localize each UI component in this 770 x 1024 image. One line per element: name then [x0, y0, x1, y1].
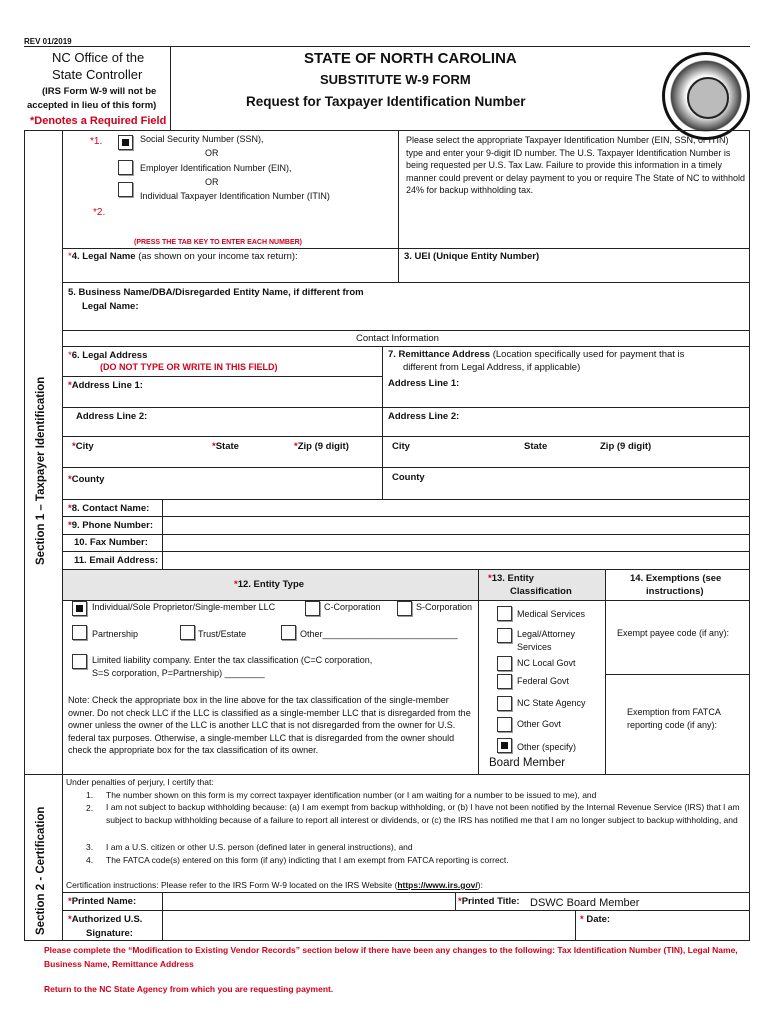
ein-checkbox[interactable] [118, 160, 133, 175]
s-corp-checkbox[interactable] [397, 601, 412, 616]
legal-attorney-checkbox[interactable] [497, 628, 512, 643]
nc-local-govt-label: NC Local Govt [517, 658, 576, 668]
printed-title-value[interactable]: DSWC Board Member [530, 897, 640, 909]
llc-checkbox[interactable] [72, 654, 87, 669]
remit-county-label: County [392, 472, 425, 483]
irs-link[interactable]: https://www.irs.gov/ [397, 880, 478, 890]
contact-name-label: *8. Contact Name: [68, 503, 150, 514]
cert-item-number: 4. [86, 855, 94, 865]
llc-label: Limited liability company. Enter the tax classification (C=C corporation, [92, 655, 373, 665]
ein-label: Employer Identification Number (EIN), [140, 163, 292, 173]
c-corp-checkbox[interactable] [305, 601, 320, 616]
item2-label: *2. [93, 207, 106, 218]
other-specify-value[interactable]: Board Member [489, 757, 566, 769]
signature-label: *Authorized U.S. [68, 914, 143, 925]
entity-note: Note: Check the appropriate box in the line above for the tax classification of the single-member owner. Do not check LLC if the LLC is classified as a single-member LLC that is disregarded from the owner unless the owner of the LLC is another LLC that is not disregarded from the owner for U.S. federal tax purposes. Otherwise, a single-member LLC that is disregarded from the owner should check the appropriate box for the tax classification of its owner. [68, 695, 471, 755]
date-label: * Date: [580, 914, 611, 925]
nc-local-govt-checkbox[interactable] [497, 656, 512, 671]
nc-state-agency-label: NC State Agency [517, 698, 586, 708]
legal-state-label: *State [212, 441, 239, 452]
printed-name-label: *Printed Name: [68, 896, 137, 907]
s-corp-label: S-Corporation [416, 602, 473, 612]
form-title-state: STATE OF NORTH CAROLINA [304, 50, 517, 67]
business-name-label: 5. Business Name/DBA/Disregarded Entity Name, if different from [68, 287, 364, 298]
remittance-address-note: different from Legal Address, if applicable) [403, 362, 581, 373]
cert-item-text: The number shown on this form is my correct taxpayer identification number (or I am waiting for a number to be issued to me), and [106, 790, 597, 800]
section1-label: Section 1 – Taxpayer Identification [35, 376, 47, 565]
medical-services-checkbox[interactable] [497, 606, 512, 621]
other-entity-label: Other___________________________ [300, 629, 458, 639]
llc-label2: S=S corporation, P=Partnership) ________ [92, 668, 265, 678]
ssn-label: Social Security Number (SSN), [140, 134, 264, 144]
legal-address-label: *6. Legal Address [68, 350, 148, 361]
perjury-statement: Under penalties of perjury, I certify that: [66, 777, 214, 787]
contact-info-header: Contact Information [356, 333, 439, 344]
uei-label: 3. UEI (Unique Entity Number) [404, 251, 540, 262]
or-label: OR [205, 177, 219, 187]
other-govt-checkbox[interactable] [497, 717, 512, 732]
or-label: OR [205, 148, 219, 158]
remit-address-line1-label: Address Line 1: [388, 378, 460, 389]
cert-item-number: 2. [86, 803, 94, 813]
item1-label: *1. [90, 136, 103, 147]
legal-address-line2-label: Address Line 2: [76, 411, 148, 422]
cert-item-number: 3. [86, 842, 94, 852]
required-field-note: *Denotes a Required Field [30, 115, 167, 127]
legal-name-label: *4. Legal Name (as shown on your income tax return): [68, 251, 298, 262]
form-title-request: Request for Taxpayer Identification Number [246, 94, 526, 109]
fax-label: 10. Fax Number: [74, 537, 148, 548]
federal-govt-label: Federal Govt [517, 676, 570, 686]
medical-services-label: Medical Services [517, 609, 586, 619]
cert-item-text: I am not subject to backup withholding because: (a) I am exempt from backup withholding, or (b) I have not been notified by the Internal Revenue Service (IRS) that I am subject to backup withholding because of a failure to report all interest or dividends, or (c) the IRS has notified me that I am no longer subject to backup withholding, and [106, 802, 740, 825]
entity-type-header: *12. Entity Type [234, 579, 305, 590]
legal-city-label: *City [72, 441, 94, 452]
other-specify-checkbox[interactable] [497, 738, 512, 753]
trust-label: Trust/Estate [198, 629, 247, 639]
partnership-checkbox[interactable] [72, 625, 87, 640]
legal-attorney-label2: Services [517, 642, 552, 652]
tab-key-note: (PRESS THE TAB KEY TO ENTER EACH NUMBER) [134, 239, 303, 246]
remit-state-label: State [524, 441, 548, 452]
email-label: 11. Email Address: [74, 555, 159, 566]
form-title-w9: SUBSTITUTE W-9 FORM [320, 72, 471, 87]
federal-govt-checkbox[interactable] [497, 674, 512, 689]
trust-checkbox[interactable] [180, 625, 195, 640]
other-govt-label: Other Govt [517, 719, 562, 729]
legal-county-label: *County [68, 474, 105, 485]
tin-instructions: Please select the appropriate Taxpayer Identification Number (EIN, SSN, or ITIN) type and enter your 9-digit ID number. The U.S. Taxpayer Identification Number is being requested per U.S. Tax Law. Failure to provide this information in a timely manner could prevent or delay payment to you or require The State of NC to withhold 24% for backup withholding tax. [406, 135, 746, 195]
legal-attorney-label: Legal/Attorney [517, 629, 576, 639]
remit-city-label: City [392, 441, 410, 452]
signature-label2: Signature: [86, 928, 133, 939]
state-seal-icon [662, 52, 750, 140]
entity-class-header2: Classification [510, 586, 572, 597]
modification-note: Please complete the “Modification to Existing Vendor Records” section below if there have been any changes to the following: Tax Identification Number (TIN), Legal Name, Business Name, Remittance Address [44, 945, 738, 969]
printed-title-label: *Printed Title: [458, 896, 520, 907]
fatca-label: Exemption from FATCA [627, 707, 721, 717]
office-name-line2: State Controller [52, 67, 143, 82]
exemptions-header: 14. Exemptions (see [630, 573, 722, 584]
entity-class-header: *13. Entity [488, 573, 534, 584]
remittance-address-label: 7. Remittance Address (Location specifically used for payment that is [388, 349, 685, 360]
business-name-label2: Legal Name: [82, 301, 139, 312]
c-corp-label: C-Corporation [324, 602, 381, 612]
phone-label: *9. Phone Number: [68, 520, 153, 531]
cert-instructions: Certification instructions: Please refer to the IRS Form W-9 located on the IRS Website (https://www.irs.gov/): [66, 880, 483, 890]
ssn-checkbox[interactable] [118, 135, 133, 150]
cert-item-text: The FATCA code(s) entered on this form (if any) indicting that I am exempt from FATCA reporting is correct. [106, 855, 509, 865]
fatca-label2: reporting code (if any): [627, 720, 718, 730]
revision-label: REV 01/2019 [24, 37, 72, 46]
individual-label: Individual/Sole Proprietor/Single-member LLC [92, 602, 276, 612]
remit-zip-label: Zip (9 digit) [600, 441, 652, 452]
individual-checkbox[interactable] [72, 601, 87, 616]
cert-item-number: 1. [86, 790, 94, 800]
irs-note-line2: accepted in lieu of this form) [27, 100, 157, 111]
remit-address-line2-label: Address Line 2: [388, 411, 460, 422]
legal-zip-label: *Zip (9 digit) [294, 441, 349, 452]
partnership-label: Partnership [92, 629, 139, 639]
legal-address-line1-label: *Address Line 1: [68, 380, 143, 391]
exemptions-header2: instructions) [646, 586, 704, 597]
other-entity-checkbox[interactable] [281, 625, 296, 640]
do-not-type-note: (DO NOT TYPE OR WRITE IN THIS FIELD) [100, 362, 278, 372]
return-note: Return to the NC State Agency from which you are requesting payment. [44, 984, 334, 994]
section2-label: Section 2 - Certification [35, 806, 47, 935]
irs-note-line1: (IRS Form W-9 will not be [42, 86, 157, 97]
cert-item-text: I am a U.S. citizen or other U.S. person (defined later in general instructions), and [106, 842, 413, 852]
itin-checkbox[interactable] [118, 182, 133, 197]
nc-state-agency-checkbox[interactable] [497, 696, 512, 711]
itin-label: Individual Taxpayer Identification Number (ITIN) [140, 191, 330, 201]
exempt-payee-label: Exempt payee code (if any): [617, 628, 730, 638]
office-name-line1: NC Office of the [52, 50, 145, 65]
other-specify-label: Other (specify) [517, 742, 577, 752]
